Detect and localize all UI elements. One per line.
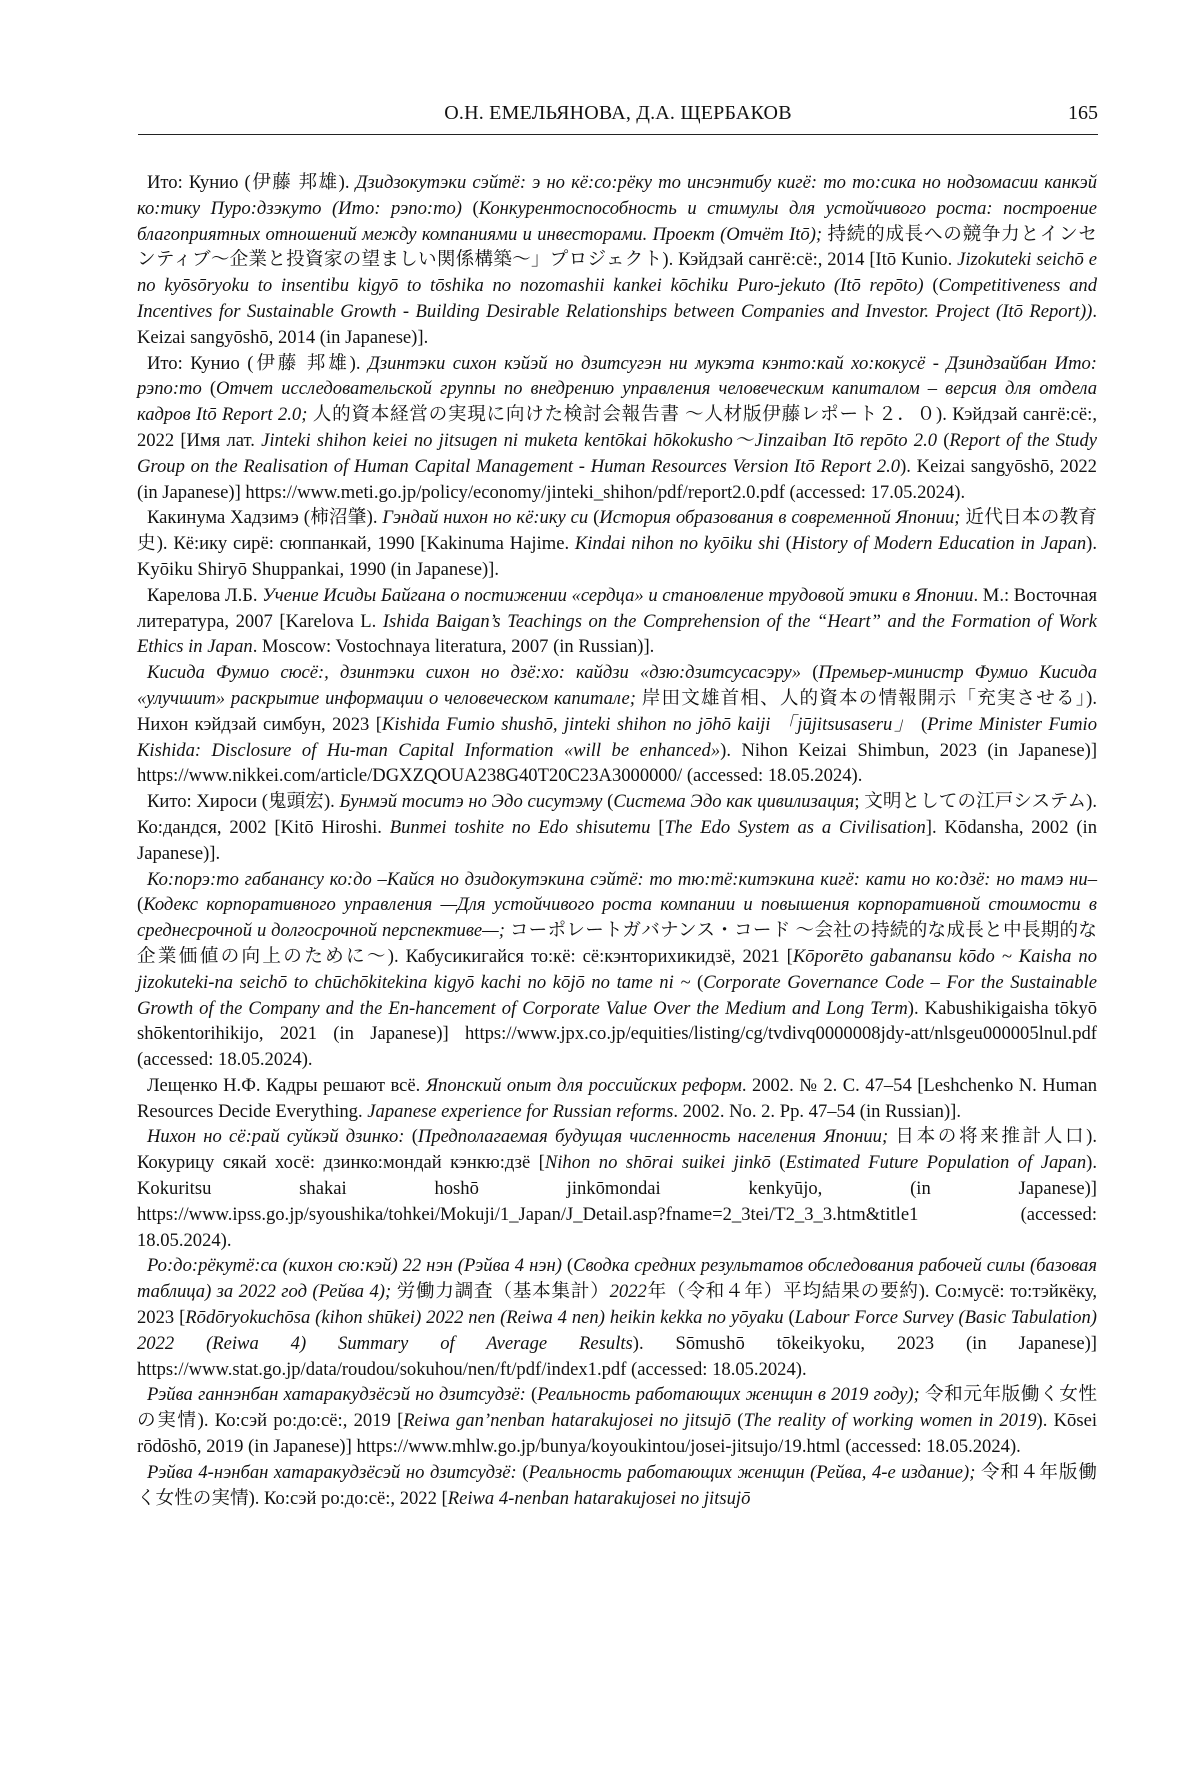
reference-text-segment: . 2002. № 2. С. 47–54 [Leshchenko N. Human Resources Decide Everything.: [137, 1074, 1098, 1122]
reference-text-segment: 日本の将来推計人口). Кокурицу сякай хосё: дзинко:мондай кэнкю:дзё [: [137, 1126, 1097, 1174]
reference-text-segment: (: [462, 197, 479, 219]
reference-title-segment: Предполагаемая будущая численность населения Японии;: [417, 1126, 896, 1148]
reference-title-segment: 2022: [609, 1281, 647, 1303]
reference-title-segment: Kōporēto gabanansu kōdo ~ Kaisha no jizokuteki-na seichō to chūchōkitekina kigyō kachi no kōjō no tame ni ~: [137, 945, 1097, 993]
reference-text-segment: 年（令和４年）平均結果の要約). Со:мусё: то:тэйкёку, 2023 [: [137, 1281, 1097, 1329]
reference-text-segment: (: [783, 1307, 795, 1329]
reference-text-segment: (: [937, 429, 950, 451]
reference-text-segment: (: [525, 1384, 538, 1406]
reference-title-segment: Prime Minister Fumio Kishida: Disclosure of Hu-man Capital Information «will be enhanced»: [137, 713, 1098, 761]
page-number: 165: [1068, 102, 1098, 124]
reference-entry: [137, 867, 1097, 1073]
reference-title-segment: Нихон но сё:рай суйкэй дзинко:: [147, 1126, 405, 1148]
reference-text-segment: ). Kōsei rōdōshō, 2019 (in Japanese)] https://www.mhlw.go.jp/bunya/koyoukintou/josei-jitsujo/19.html (accessed: 18.05.2024).: [137, 1410, 1098, 1458]
reference-title-segment: Estimated Future Population of Japan: [785, 1152, 1087, 1174]
reference-text-segment: (: [404, 1126, 418, 1148]
running-header: [138, 100, 1098, 135]
reference-title-segment: Бунмэй тоситэ но Эдо сисутэму: [339, 791, 603, 813]
reference-text-segment: ). Sōmushō tōkeikyoku, 2023 (in Japanese)] https://www.stat.go.jp/data/roudou/sokuhou/nen/ft/pdf/index1.pdf (accessed: 18.05.2024).: [137, 1332, 1097, 1380]
reference-text-segment: 岸田文雄首相、人的資本の情報開示「充実させる」). Нихон кэйдзай симбун, 2023 [: [137, 687, 1097, 735]
reference-text-segment: ). Kabushikigaisha tōkyō shōkentorihikijo, 2021 (in Japanese)] https://www.jpx.co.jp/equities/listing/cg/tvdivq0000008jdy-att/nlsgeu000005lnul.pdf (accessed: 18.05.2024).: [137, 997, 1097, 1071]
reference-text-segment: ). Kyōiku Shiryō Shuppankai, 1990 (in Japanese)].: [137, 533, 1098, 580]
reference-text-segment: Какинума Хадзимэ (柿沼肇).: [147, 507, 383, 529]
reference-title-segment: Дзидзокутэки сэйтё: э но кё:со:рёку то инсэнтибу кигё: то то:сика но нодзомасии канкэй ко:тику Пуро:дзэкуто (Ито: рэпо:то): [137, 172, 1097, 219]
reference-text-segment: . Keizai sangyōshō, 2014 (in Japanese)].: [137, 300, 1097, 348]
reference-text-segment: [: [650, 816, 665, 838]
reference-title-segment: Bunmei toshite no Edo shisutemu: [389, 816, 651, 838]
reference-text-segment: . Moscow: Vostochnaya literatura, 2007 (in Russian)].: [252, 636, 655, 658]
reference-text-segment: ). Kokuritsu shakai hoshō jinkōmondai kenkyūjo, (in Japanese)] https://www.ipss.go.jp/syoushika/tohkei/Mokuji/1_Japan/J_Detail.asp?fname=2_3tei/T2_3_3.htm&title1 (accessed: 18.05.2024).: [137, 1152, 1097, 1251]
reference-title-segment: Реальность работающих женщин (Рейва, 4-е издание);: [528, 1461, 981, 1483]
reference-title-segment: Учение Исиды Байгана о постижении «сердца» и становление трудовой этики в Японии: [262, 584, 974, 606]
reference-title-segment: Рэйва ганнэнбан хатаракудзёсэй но дзитсудзё:: [147, 1384, 526, 1406]
reference-text-segment: 近代日本の教育史). Кё:ику сирё: сюппанкай, 1990 [Kakinuma Hajime.: [137, 507, 1097, 555]
reference-text-segment: (: [201, 378, 217, 400]
reference-text-segment: (: [914, 713, 928, 735]
reference-entry: [137, 583, 1097, 660]
reference-entry: [137, 1460, 1097, 1512]
reference-text-segment: . М.: Восточная литература, 2007 [Karelova L.: [137, 584, 1098, 632]
reference-text-segment: ). Keizai sangyōshō, 2022 (in Japanese)] https://www.meti.go.jp/policy/economy/jinteki_shihon/pdf/report2.0.pdf (accessed: 17.05.2024).: [137, 455, 1097, 503]
reference-entry: [137, 660, 1097, 789]
reference-title-segment: Kindai nihon no kyōiku shi: [574, 533, 780, 555]
reference-text-segment: (: [923, 275, 939, 297]
reference-text-segment: (: [801, 662, 819, 684]
reference-title-segment: Nihon no shōrai suikei jinkō: [544, 1152, 771, 1174]
reference-title-segment: Реальность работающих женщин в 2019 году);: [537, 1384, 925, 1406]
reference-title-segment: Reiwa 4-nenban hatarakujosei no jitsujō: [447, 1487, 751, 1509]
reference-text-segment: (: [137, 894, 144, 916]
reference-title-segment: History of Modern Education in Japan: [791, 533, 1087, 555]
reference-title-segment: Дзинтэки сихон кэйэй но дзитсугэн ни мукэта кэнто:кай хо:кокусё - Дзиндзайбан Ито: рэпо:то: [137, 352, 1097, 400]
reference-title-segment: Rōdōryokuchōsa (kihon shūkei) 2022 nen (Reiwa 4 nen) heikin kekka no yōyaku: [185, 1307, 784, 1329]
reference-entry: [137, 351, 1097, 506]
reference-entry: [137, 1382, 1097, 1459]
reference-title-segment: Ро:до:рёкутё:са (кихон сю:кэй) 22 нэн (Рэйва 4 нэн): [147, 1255, 562, 1277]
reference-title-segment: Corporate Governance Code – For the Sustainable Growth of the Company and the En-hancement of Corporate Value Over the Medium and Long Term: [137, 971, 1097, 1019]
reference-entry: [137, 1124, 1097, 1253]
reference-title-segment: Reiwa gan’nenban hatarakujosei no jitsujō: [403, 1410, 731, 1432]
reference-text-segment: 人的資本経営の実現に向けた検討会報告書 ～人材版伊藤レポート２．０). Кэйдзай сангё:сё:, 2022 [Имя лат.: [137, 404, 1097, 451]
reference-title-segment: Japanese experience for Russian reforms: [367, 1100, 674, 1122]
reference-text-segment: ]. Kōdansha, 2002 (in Japanese)].: [137, 816, 1097, 864]
reference-entry: [137, 1253, 1097, 1382]
reference-text-segment: Ито: Кунио (伊藤 邦雄).: [147, 172, 356, 193]
reference-title-segment: Ishida Baigan’s Teachings on the Comprehension of the “Heart” and the Formation of Work Ethics in Japan: [137, 610, 1097, 658]
reference-title-segment: Премьер-министр Фумио Кисида «улучшит» раскрытие информации о человеческом капитале;: [137, 662, 1097, 709]
reference-text-segment: (: [690, 971, 704, 993]
reference-entry: [137, 505, 1097, 582]
reference-title-segment: Конкурентоспособность и стимулы для устойчивого роста: построение благоприятных отношений между компаниями и инвесторами. Проект (Отчёт Itō);: [137, 197, 1098, 245]
reference-text-segment: (: [602, 791, 614, 813]
reference-text-segment: (: [561, 1255, 574, 1277]
reference-title-segment: Report of the Study Group on the Realisation of Human Capital Management - Human Resources Version Itō Report 2.0: [137, 429, 1098, 477]
reference-text-segment: 令和元年版働く女性の実情). Ко:сэй ро:до:сё:, 2019 [: [137, 1384, 1097, 1432]
reference-text-segment: Карелова Л.Б.: [147, 584, 263, 606]
reference-list: [137, 170, 1097, 1511]
reference-text-segment: Лещенко Н.Ф. Кадры решают всё.: [147, 1074, 426, 1096]
reference-entry: [137, 1073, 1097, 1125]
reference-text-segment: 労働力調査（基本集計）: [396, 1281, 610, 1303]
reference-text-segment: 持続的成長への競争力とインセンティブ～企業と投資家の望ましい関係構築～」プロジェクト). Кэйдзай сангё:сё:, 2014 [Itō Kunio.: [137, 223, 1097, 271]
reference-text-segment: (: [730, 1410, 744, 1432]
reference-title-segment: The reality of working women in 2019: [743, 1410, 1037, 1432]
reference-entry: [137, 789, 1097, 866]
reference-text-segment: (: [770, 1152, 786, 1174]
reference-title-segment: Competitiveness and Incentives for Sustainable Growth - Building Desirable Relationships between Companies and Investor. Project (Itō Report)): [137, 275, 1098, 322]
reference-text-segment: ; 文明としての江戸システム). Ко:дандся, 2002 [Kitō Hiroshi.: [137, 791, 1098, 838]
reference-text-segment: (: [779, 533, 792, 555]
reference-text-segment: コーポレートガバナンス・コード ～会社の持続的な成長と中長期的な企業価値の向上のために～). Кабусикигайся то:кё: сё:кэнторихикидзё, 2021 [: [137, 920, 1098, 967]
reference-title-segment: Гэндай нихон но кё:ику си: [382, 507, 589, 529]
reference-title-segment: Японский опыт для российских реформ: [425, 1074, 742, 1096]
reference-text-segment: (: [516, 1461, 529, 1483]
reference-title-segment: Labour Force Survey (Basic Tabulation) 2022 (Reiwa 4) Summary of Average Results: [137, 1307, 1097, 1354]
reference-title-segment: Ко:порэ:то габанансу ко:до –Кайся но дзидокутэкина сэйтё: то тю:тё:китэкина кигё: кати но ко:дзё: но тамэ ни–: [147, 868, 1097, 890]
reference-text-segment: ). Nihon Keizai Shimbun, 2023 (in Japanese)] https://www.nikkei.com/article/DGXZQOUA238G40T20C23A3000000/ (accessed: 18.05.2024).: [137, 739, 1098, 787]
reference-title-segment: Кодекс корпоративного управления —Для устойчивого роста компании и повышения корпоративной стоимости в среднесрочной и долгосрочной перспективе—;: [137, 894, 1097, 942]
reference-title-segment: Сводка средних результатов обследования рабочей силы (базовая таблица) за 2022 год (Рейва 4);: [137, 1255, 1097, 1303]
header-authors: О.Н. ЕМЕЛЬЯНОВА, Д.А. ЩЕРБАКОВ: [444, 102, 792, 124]
reference-title-segment: Система Эдо как цивилизация: [613, 791, 855, 813]
reference-title-segment: Jizokuteki seichō e no kyōsōryoku to insentibu kigyō to tōshika no nozomashii kankei kōchiku Puro-jekuto (Itō repōto): [137, 249, 1097, 297]
reference-title-segment: Jinteki shihon keiei no jitsugen ni muketa kentōkai hōkokusho～Jinzaiban Itō repōto 2.0: [261, 429, 938, 451]
reference-title-segment: Рэйва 4-нэнбан хатаракудзёсэй но дзитсудзё:: [147, 1461, 517, 1483]
reference-text-segment: 令和４年版働く女性の実情). Ко:сэй ро:до:сё:, 2022 [: [137, 1461, 1097, 1509]
reference-text-segment: (: [588, 507, 600, 529]
reference-title-segment: Kishida Fumio shushō, jinteki shihon no jōhō kaiji 「jūjitsusaseru」: [381, 713, 915, 735]
reference-title-segment: Кисида Фумио сюсё:, дзинтэки сихон но дзё:хо: кайдзи «дзю:дзитсусасэру»: [147, 662, 802, 684]
reference-text-segment: Ито: Кунио (伊藤 邦雄).: [147, 352, 369, 374]
reference-title-segment: История образования в современной Японии;: [599, 507, 966, 529]
reference-entry: [137, 170, 1097, 351]
reference-title-segment: Отчет исследовательской группы по внедрению управления человеческим капиталом – версия для отдела кадров Itō Report 2.0;: [137, 378, 1097, 426]
reference-text-segment: Кито: Хироси (鬼頭宏).: [147, 791, 340, 813]
reference-title-segment: The Edo System as a Civilisation: [664, 816, 926, 838]
reference-text-segment: . 2002. No. 2. Pp. 47–54 (in Russian)].: [673, 1100, 962, 1122]
